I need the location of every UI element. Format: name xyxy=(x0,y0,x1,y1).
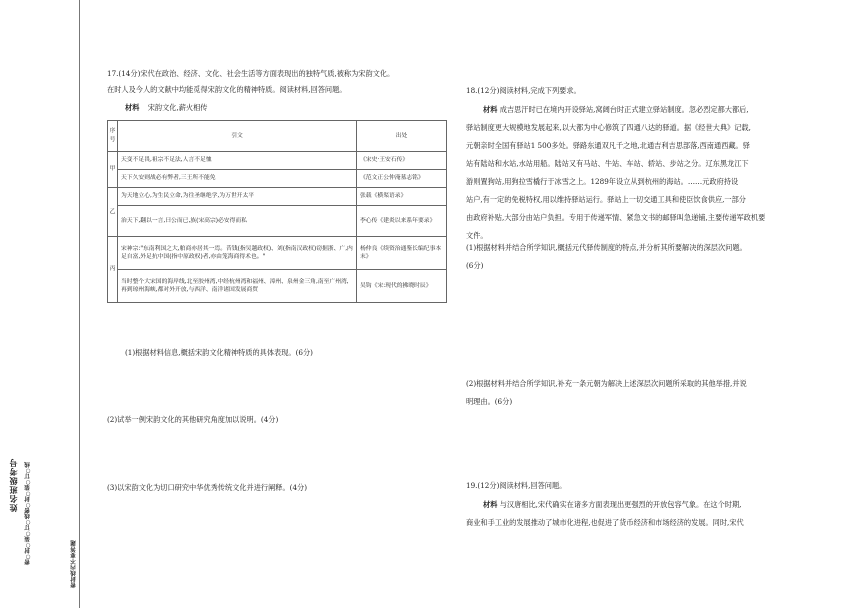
seal-line-text: 密○封○装○订○线密○封○装○订○线 xyxy=(25,462,31,565)
quote-cell: 天下久安则战必有弊者,三王所不能免 xyxy=(118,170,357,188)
source-cell: 《范文正公仲淹墓志铭》 xyxy=(357,170,447,188)
quote-cell: 治天下,翻以一言,曰公而已,族(宋高宗)必安得而私 xyxy=(118,206,357,237)
q19-material-line xyxy=(466,496,744,514)
source-cell: 李心传《建炎以来系年要录》 xyxy=(357,206,447,237)
q17-sub3: (3)以宋韵文化为切口研究中华优秀传统文化并进行阐释。(4分) xyxy=(107,483,308,492)
source-cell: 张载《横渠语录》 xyxy=(357,188,447,206)
q18-sub1 xyxy=(466,239,747,275)
header-quote: 引文 xyxy=(118,121,357,152)
group-label-jia: 甲 xyxy=(108,152,118,188)
material-title: 宋韵文化,薪火相传 xyxy=(147,103,208,112)
q19-material xyxy=(466,496,744,532)
q18-material-line xyxy=(466,101,811,119)
material-label: 材料 xyxy=(483,105,498,114)
q19-line-1: 与汉唐相比,宋代确实在诸多方面表现出更强烈的开放包容气象。在这个时期, xyxy=(499,500,742,509)
q18-line-4: 站有陆站和水站,水站用船。陆站又有马站、牛站、车站、轿站、步站之分。辽东黑龙江下 xyxy=(466,159,749,168)
table-row xyxy=(108,170,447,188)
table-row xyxy=(108,152,447,170)
q17-material-heading xyxy=(125,103,207,114)
table-row xyxy=(108,188,447,206)
q18-stem: 18.(12分)阅读材料,完成下列要求。 xyxy=(466,86,581,95)
source-cell: 吴钩《宋:现代的拂晓时辰》 xyxy=(357,270,447,303)
source-cell: 杨仲良《续资治通鉴长编纪事本末》 xyxy=(357,237,447,270)
quote-cell: 宋神宗:"东南利国之大,舶商亦居其一焉。昔钱(指吴越政权)、刘(指南汉政权)窃据浙、广,内足自富,外足抗中国(指中原政权)者,亦由笼海商得术也。" xyxy=(118,237,357,270)
q17-stem-line2: 在时人及今人的文献中均能觅得宋韵文化的精神特质。阅读材料,回答问题。 xyxy=(107,85,347,94)
q18-sub2-line2: 明理由。(6分) xyxy=(466,397,513,406)
source-cell: 《宋史·王安石传》 xyxy=(357,152,447,170)
material-label: 材料 xyxy=(125,103,140,112)
q18-sub1-line1: (1)根据材料并结合所学知识,概括元代驿传制度的特点,并分析其所要解决的深层次问题。 xyxy=(466,243,747,252)
table-header-row xyxy=(108,121,447,152)
no-answer-note: 密封线内不要答题 xyxy=(71,540,77,588)
q18-line-3: 元朝亲时全国有驿站1 500多处。驿路东通双凡千之地,北通吉利吉思部落,西南通西藏。驿 xyxy=(466,141,750,150)
q18-material xyxy=(466,101,811,245)
material-label: 材料 xyxy=(483,500,498,509)
table-row xyxy=(108,237,447,270)
q17-sub1: (1)根据材料信息,概括宋韵文化精神特质的具体表现。(6分) xyxy=(125,348,313,357)
header-source: 出处 xyxy=(357,121,447,152)
q18-sub1-line2: (6分) xyxy=(466,261,484,270)
q18-line-7: 由政府补贴,大部分由站户负担。专用于传递军情、紧急文书的邮驿叫急递铺,主要传递军政机要 xyxy=(466,213,766,222)
q18-line-5: 游则置狗站,用狗拉雪橇行于冰雪之上。1289年设立从到杭州的海站。……元政府持设 xyxy=(466,177,739,186)
q18-line-2: 驿站制度更大规模地发展起来,以大都为中心修筑了四通八达的驿道。据《经世大典》记载, xyxy=(466,123,751,132)
quote-cell: 为天地立心,为生民立命,为往圣继绝学,为万世开太平 xyxy=(118,188,357,206)
q18-sub2 xyxy=(466,375,747,411)
q18-line-1: 成吉思汗时已在境内开设驿站,窝阔台时正式建立驿站制度。忽必烈定都大都后, xyxy=(499,105,749,114)
q19-line-2: 商业和手工业的发展推动了城市化进程,也促进了货币经济和市场经济的发展。同时,宋代 xyxy=(466,518,744,527)
q19-stem: 19.(12分)阅读材料,回答问题。 xyxy=(466,481,567,490)
name-class-number-label: 姓名班级考号 xyxy=(9,458,18,512)
binding-line xyxy=(79,0,80,608)
group-label-yi: 乙 xyxy=(108,188,118,237)
quote-cell: 天变不足畏,祖宗不足法,人言不足恤 xyxy=(118,152,357,170)
quote-cell: 当时整个大宋国的海岸线,北至胶州湾,中经杭州湾和福州、漳州、泉州金三角,南至广州湾,再到琼州海峡,都对外开放,与西洋、南洋诸国发展商贸 xyxy=(118,270,357,303)
group-label-bing: 丙 xyxy=(108,237,118,303)
table-row xyxy=(108,270,447,303)
q18-sub2-line1: (2)根据材料并结合所学知识,补充一条元朝为解决上述深层次问题所采取的其他举措,并说 xyxy=(466,379,747,388)
header-index: 序号 xyxy=(108,121,118,152)
q18-line-8: 文件。 xyxy=(466,231,488,240)
table-row xyxy=(108,206,447,237)
q18-line-6: 站户,有一定的免税特权,用以维持驿站运行。驿站上一切交通工具和使臣饮食供应,一部分 xyxy=(466,195,746,204)
q17-sub2: (2)试举一例宋韵文化的其他研究角度加以说明。(4分) xyxy=(107,415,279,424)
citation-table xyxy=(107,120,447,303)
q17-stem-line1: 17.(14分)宋代在政治、经济、文化、社会生活等方面表现出的独特气质,被称为宋韵文化。 xyxy=(107,69,395,78)
